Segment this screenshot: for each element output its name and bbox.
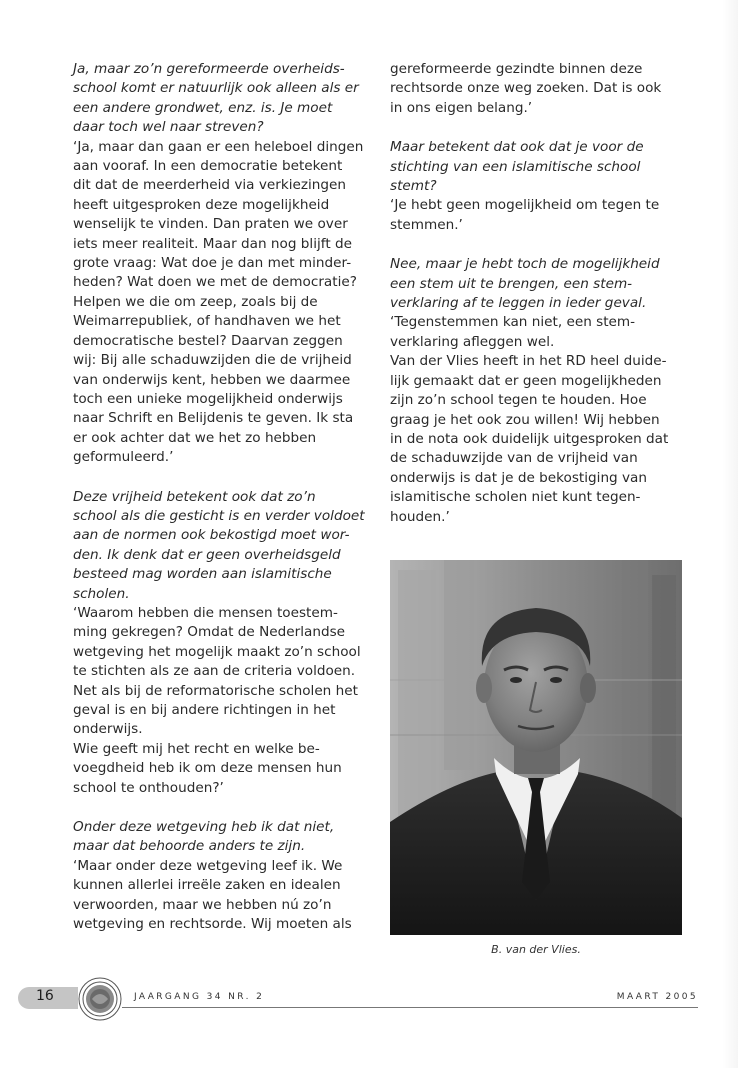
answer-paragraph: gereformeerde gezindte binnen deze rechtsorde onze weg zoeken. Dat is ook in ons eigen belang.’ <box>390 61 662 116</box>
issue-info: JAARGANG 34 NR. 2 <box>134 992 265 1002</box>
photo-caption: B. van der Vlies. <box>491 943 581 956</box>
portrait-photo <box>390 560 682 935</box>
answer-paragraph: ‘Ja, maar dan gaan er een heleboel dingen aan vooraf. In een democratie betekent dit dat de meerderheid via verkiezingen heeft uitgesproken deze mogelijkheid wenselijk te vinden. Dan praten we over iets meer realiteit. Maar dan nog blijft de grote vraag: Wat doe je dan met minder- heden? Wat doen we met de democratie? Helpen we die om zeep, zoals bij de Weimarrepubliek, of handhaven we het democratische bestel? Daarvan zeggen wij: Bij alle schaduwzijden die de vrijheid van onderwijs kent, hebben we daarmee toch een unieke mogelijkheid onderwijs naar Schrift en Belijdenis te geven. Ik sta er ook achter dat we het zo hebben geformuleerd.’ <box>73 138 364 466</box>
question-paragraph: Onder deze wetgeving heb ik dat niet, maar dat behoorde anders te zijn. <box>73 819 335 855</box>
question-paragraph: Maar betekent dat ook dat je voor de stichting van een islamitische school stemt? <box>390 139 644 195</box>
question-paragraph: Nee, maar je hebt toch de mogelijkheid een stem uit te brengen, een stem- verklaring af te leggen in ieder geval. <box>390 256 660 312</box>
answer-paragraph: ‘Je hebt geen mogelijkheid om tegen te stemmen.’ <box>390 197 660 233</box>
footer-date: MAART 2005 <box>616 992 698 1002</box>
answer-paragraph: ‘Tegenstemmen kan niet, een stem- verklaring afleggen wel. Van der Vlies heeft in het RD heel duide- lijk gemaakt dat er geen mogelijkheden zijn zo’n school tegen te houden. Hoe graag je het ook zou willen! Wij hebben in de nota ook duidelijk uitgesproken dat de schaduwzijde van de vrijheid van onderwijs is dat je de bekostiging van islamitische scholen niet kunt tegen- houden.’ <box>390 314 669 525</box>
right-column <box>390 60 710 527</box>
question-paragraph: Deze vrijheid betekent ook dat zo’n school als die gesticht is en verder voldoet aan de normen ook bekostigd moet wor- den. Ik denk dat er geen overheidsgeld besteed mag worden aan islamitische scholen. <box>73 488 365 602</box>
question-paragraph: Ja, maar zo’n gereformeerde overheids- school komt er natuurlijk ook alleen als er een andere grondwet, enz. is. Je moet daar toch wel naar streven? <box>73 61 359 136</box>
answer-paragraph: ‘Maar onder deze wetgeving leef ik. We kunnen allerlei irreële zaken en idealen verwoorden, maar we hebben nú zo’n wetgeving en rechtsorde. Wij moeten als <box>73 857 352 933</box>
answer-paragraph: ‘Waarom hebben die mensen toestem- ming gekregen? Omdat de Nederlandse wetgeving het mogelijk maakt zo’n school te stichten als ze aan de criteria voldoen. Net als bij de reformatorische scholen het geval is en bij andere richtingen in het onderwijs. Wie geeft mij het recht en welke be- voegdheid heb ik om deze mensen hun school te onthouden?’ <box>73 604 361 796</box>
left-column <box>73 60 365 934</box>
page-edge <box>722 0 738 1068</box>
emblem-icon <box>78 977 122 1021</box>
page-number: 16 <box>36 988 54 1004</box>
footer-divider <box>122 1007 698 1008</box>
